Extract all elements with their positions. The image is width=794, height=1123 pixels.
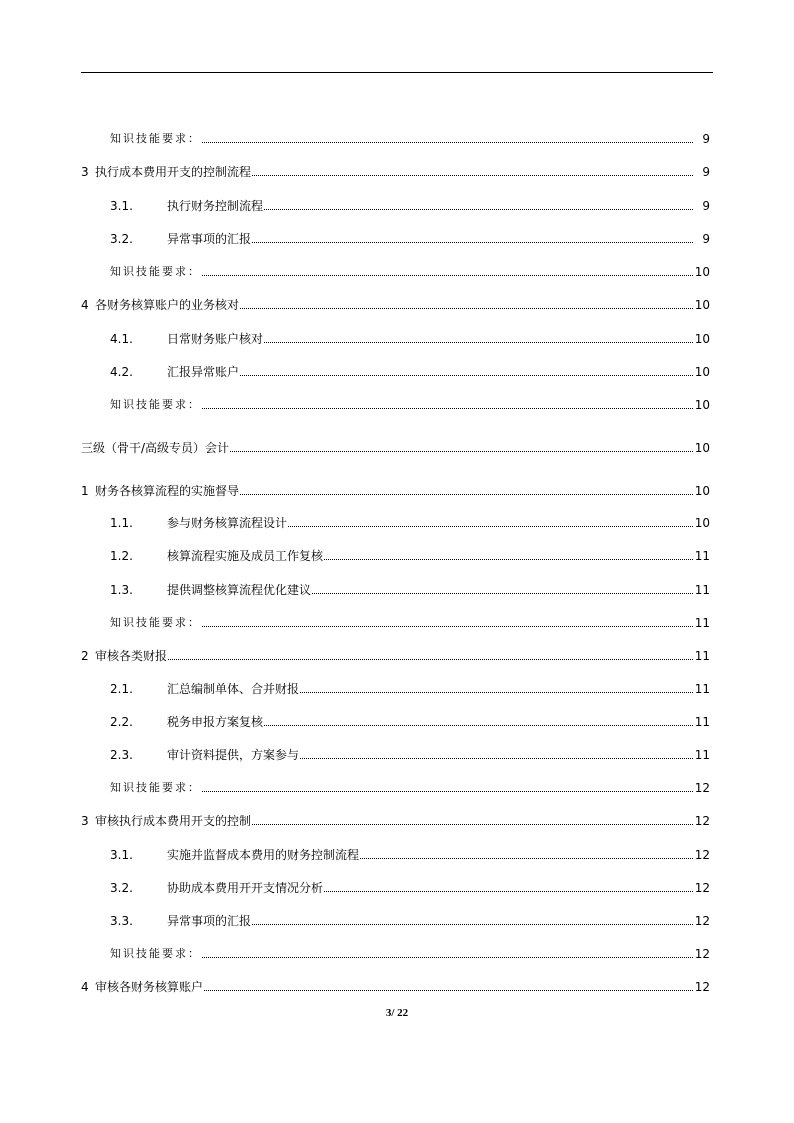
toc-entry-page: 11 xyxy=(694,748,710,762)
toc-entry-page: 9 xyxy=(702,132,710,146)
toc-entry-page: 11 xyxy=(694,616,710,630)
toc-entry-number: 4.1. xyxy=(110,332,133,346)
toc-entry-title: 知识技能要求： xyxy=(110,398,201,411)
toc-dot-leader xyxy=(324,559,693,560)
toc-dot-leader xyxy=(288,526,693,527)
toc-dot-leader xyxy=(252,824,693,825)
toc-entry-page: 11 xyxy=(694,682,710,696)
toc-entry-number: 3.2. xyxy=(110,232,133,246)
toc-entry-page: 10 xyxy=(694,265,710,279)
toc-entry-page: 11 xyxy=(694,715,710,729)
toc-entry-title: 知识技能要求： xyxy=(110,781,201,794)
page-number: 3/ 22 xyxy=(385,1007,409,1019)
toc-dot-leader xyxy=(202,791,693,792)
toc-dot-leader xyxy=(312,593,693,594)
toc-entry[interactable] xyxy=(0,742,794,762)
toc-entry-title: 知识技能要求： xyxy=(110,616,201,629)
toc-entry-page: 10 xyxy=(694,332,710,346)
toc-entry[interactable] xyxy=(0,543,794,563)
toc-entry-title: 汇报异常账户 xyxy=(167,365,240,379)
toc-entry[interactable] xyxy=(0,259,794,279)
header-rule xyxy=(81,72,713,73)
toc-entry-title: 税务申报方案复核 xyxy=(167,715,264,729)
toc-entry-number: 3.2. xyxy=(110,881,133,895)
toc-entry[interactable] xyxy=(0,577,794,597)
toc-entry-title: 日常财务账户核对 xyxy=(167,332,264,346)
toc-entry[interactable] xyxy=(0,478,794,498)
toc-entry-title: 实施并监督成本费用的财务控制流程 xyxy=(167,848,360,862)
toc-entry-title: 知识技能要求： xyxy=(110,947,201,960)
toc-dot-leader xyxy=(252,242,693,243)
toc-entry[interactable] xyxy=(0,875,794,895)
toc-entry-page: 11 xyxy=(694,583,710,597)
toc-dot-leader xyxy=(240,375,693,376)
toc-entry-title: 审核各财务核算账户 xyxy=(95,980,204,994)
toc-entry-page: 11 xyxy=(694,549,710,563)
toc-entry[interactable] xyxy=(0,226,794,246)
toc-entry-number: 1.1. xyxy=(110,516,133,530)
toc-dot-leader xyxy=(252,924,693,925)
toc-entry-page: 12 xyxy=(694,781,710,795)
toc-entry-title: 知识技能要求： xyxy=(110,265,201,278)
toc-entry[interactable] xyxy=(0,709,794,729)
toc-entry[interactable] xyxy=(0,435,794,455)
toc-entry[interactable] xyxy=(0,292,794,312)
toc-entry[interactable] xyxy=(0,808,794,828)
toc-entry-title: 各财务核算账户的业务核对 xyxy=(95,298,240,312)
toc-entry-number: 2.3. xyxy=(110,748,133,762)
toc-entry-title: 汇总编制单体、合并财报 xyxy=(167,682,300,696)
toc-entry[interactable] xyxy=(0,159,794,179)
toc-dot-leader xyxy=(264,725,693,726)
toc-entry[interactable] xyxy=(0,392,794,412)
toc-entry-page: 9 xyxy=(702,199,710,213)
toc-dot-leader xyxy=(202,626,693,627)
toc-entry-number: 4 xyxy=(81,980,89,994)
toc-entry-title: 核算流程实施及成员工作复核 xyxy=(167,549,324,563)
toc-dot-leader xyxy=(204,990,693,991)
toc-entry-title: 审核执行成本费用开支的控制 xyxy=(95,814,252,828)
toc-entry-number: 4 xyxy=(81,298,89,312)
toc-entry-title: 执行成本费用开支的控制流程 xyxy=(95,165,252,179)
toc-dot-leader xyxy=(240,308,693,309)
toc-entry-number: 1 xyxy=(81,484,89,498)
toc-entry-number: 2 xyxy=(81,649,89,663)
toc-entry-page: 10 xyxy=(694,398,710,412)
toc-dot-leader xyxy=(168,659,693,660)
toc-entry-number: 3.3. xyxy=(110,914,133,928)
toc-entry-page: 9 xyxy=(702,232,710,246)
toc-entry-page: 12 xyxy=(694,947,710,961)
toc-entry-number: 2.2. xyxy=(110,715,133,729)
toc-entry-page: 9 xyxy=(702,165,710,179)
toc-dot-leader xyxy=(252,175,693,176)
toc-entry[interactable] xyxy=(0,610,794,630)
toc-entry-title: 执行财务控制流程 xyxy=(167,199,264,213)
toc-entry-title: 参与财务核算流程设计 xyxy=(167,516,288,530)
toc-dot-leader xyxy=(202,957,693,958)
toc-dot-leader xyxy=(300,758,693,759)
toc-entry-page: 10 xyxy=(694,484,710,498)
toc-entry-number: 3.1. xyxy=(110,199,133,213)
toc-entry-number: 3 xyxy=(81,165,89,179)
toc-entry-number: 3 xyxy=(81,814,89,828)
toc-entry-title: 财务各核算流程的实施督导 xyxy=(95,484,240,498)
toc-entry-title: 异常事项的汇报 xyxy=(167,232,252,246)
toc-entry[interactable] xyxy=(0,126,794,146)
toc-entry-page: 12 xyxy=(694,848,710,862)
toc-entry-number: 2.1. xyxy=(110,682,133,696)
toc-entry-number: 4.2. xyxy=(110,365,133,379)
toc-entry-page: 12 xyxy=(694,980,710,994)
toc-entry-page: 10 xyxy=(694,365,710,379)
toc-entry[interactable] xyxy=(0,326,794,346)
toc-entry-title: 异常事项的汇报 xyxy=(167,914,252,928)
toc-entry[interactable] xyxy=(0,359,794,379)
toc-dot-leader xyxy=(324,891,693,892)
toc-dot-leader xyxy=(240,494,693,495)
toc-entry-number: 3.1. xyxy=(110,848,133,862)
toc-dot-leader xyxy=(264,209,693,210)
toc-entry-number: 1.3. xyxy=(110,583,133,597)
toc-entry[interactable] xyxy=(0,193,794,213)
toc-entry-title: 提供调整核算流程优化建议 xyxy=(167,583,312,597)
toc-entry-title: 知识技能要求： xyxy=(110,132,201,145)
toc-dot-leader xyxy=(230,451,693,452)
toc-dot-leader xyxy=(202,275,693,276)
toc-entry[interactable] xyxy=(0,842,794,862)
toc-entry-title: 三级（骨干/高级专员）会计 xyxy=(81,441,230,455)
toc-entry[interactable] xyxy=(0,510,794,530)
toc-entry[interactable] xyxy=(0,676,794,696)
toc-entry[interactable] xyxy=(0,908,794,928)
toc-entry-title: 审核各类财报 xyxy=(95,649,168,663)
toc-entry-page: 11 xyxy=(694,649,710,663)
toc-dot-leader xyxy=(202,408,693,409)
toc-entry-number: 1.2. xyxy=(110,549,133,563)
toc-entry-page: 10 xyxy=(694,516,710,530)
toc-entry[interactable] xyxy=(0,941,794,961)
toc-entry[interactable] xyxy=(0,775,794,795)
toc-entry[interactable] xyxy=(0,643,794,663)
toc-dot-leader xyxy=(264,342,693,343)
toc-dot-leader xyxy=(360,858,693,859)
toc-entry-page: 10 xyxy=(694,298,710,312)
toc-entry-page: 12 xyxy=(694,814,710,828)
toc-entry[interactable] xyxy=(0,974,794,994)
toc-entry-title: 协助成本费用开开支情况分析 xyxy=(167,881,324,895)
toc-entry-page: 10 xyxy=(694,441,710,455)
toc-entry-page: 12 xyxy=(694,881,710,895)
toc-entry-title: 审计资料提供，方案参与 xyxy=(167,748,300,762)
toc-entry-page: 12 xyxy=(694,914,710,928)
toc-dot-leader xyxy=(202,142,693,143)
toc-dot-leader xyxy=(300,692,693,693)
